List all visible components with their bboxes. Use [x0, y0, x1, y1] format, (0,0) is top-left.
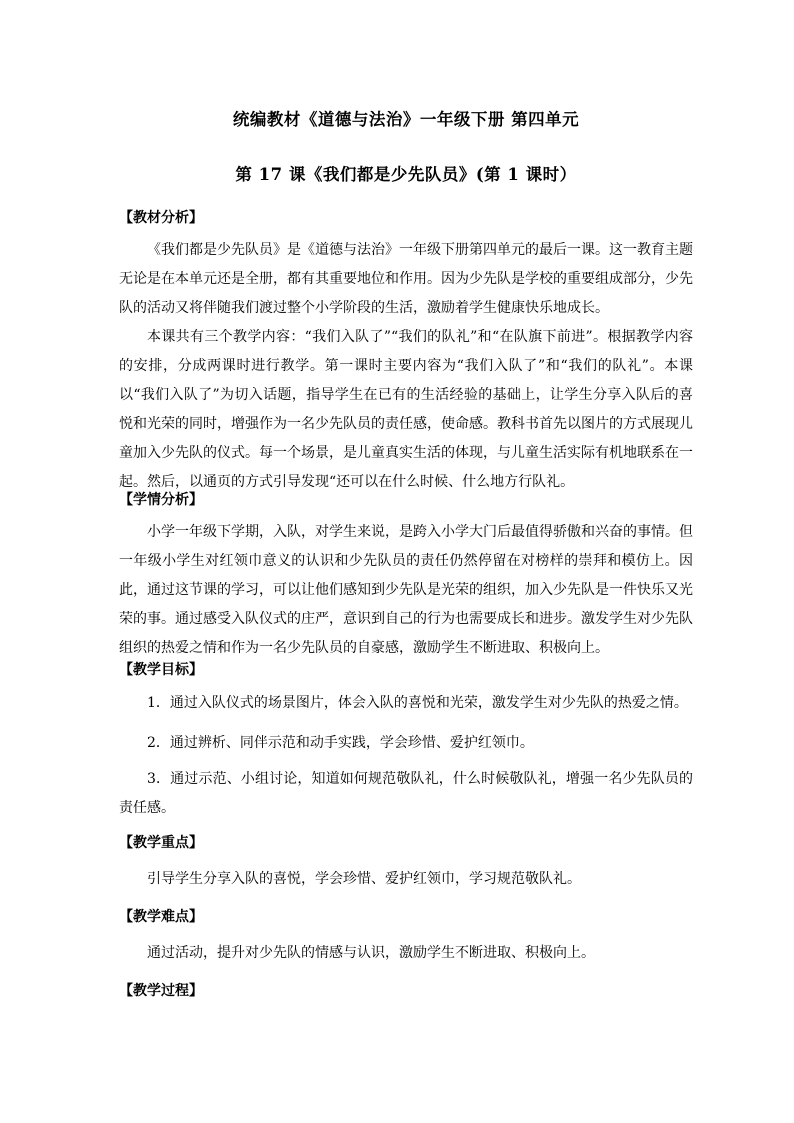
difficulties-paragraph: 通过活动，提升对少先队的情感与认识，激励学生不断进取、积极向上。 [147, 945, 595, 961]
textbook-analysis-paragraph-2: 本课共有三个教学内容：“我们入队了”“我们的队礼”和“在队旗下前进”。根据教学内容的安排，分成两课时进行教学。第一课时主要内容为“我们入队了”和“我们的队礼”。本课以“我们入队了”为切入话题，指导学生在已有的生活经验的基础上，让学生分享入队后的喜悦和光荣的同时，增强作为一名少先队员的责任感，使命感。教科书首先以图片的方式展现儿童加入少先队的仪式。每一个场景，是儿童真实生活的体现，与儿童生活实际有机地联系在一起。然后，以通页的方式引导发现“还可以在什么时候、什么地方行队礼。 [119, 329, 693, 490]
key-points-paragraph: 引导学生分享入队的喜悦，学会珍惜、爱护红领巾，学习规范敬队礼。 [147, 871, 581, 887]
section-heading-key-points: 【教学重点】 [119, 835, 203, 851]
lesson-title: 第 17 课《我们都是少先队员》(第 1 课时） [235, 165, 577, 184]
teaching-goal-item-3: 3．通过示范、小组讨论，知道如何规范敬队礼，什么时候敬队礼，增强一名少先队员的责任感。 [119, 771, 693, 816]
teaching-goal-item-2: 2．通过辨析、同伴示范和动手实践，学会珍惜、爱护红领巾。 [147, 735, 534, 751]
section-heading-student-analysis: 【学情分析】 [119, 492, 203, 508]
document-title: 统编教材《道德与法治》一年级下册 第四单元 [232, 110, 580, 129]
teaching-goal-item-1: 1．通过入队仪式的场景图片，体会入队的喜悦和光荣，激发学生对少先队的热爱之情。 [147, 695, 688, 711]
textbook-analysis-paragraph-1: 《我们都是少先队员》是《道德与法治》一年级下册第四单元的最后一课。这一教育主题无论是在本单元还是全册，都有其重要地位和作用。因为少先队是学校的重要组成部分，少先队的活动又将伴随我们渡过整个小学阶段的生活，激励着学生健康快乐地成长。 [119, 242, 693, 316]
student-analysis-paragraph: 小学一年级下学期，入队，对学生来说，是跨入小学大门后最值得骄傲和兴奋的事情。但一年级小学生对红领巾意义的认识和少先队员的责任仍然停留在对榜样的崇拜和模仿上。因此，通过这节课的学习，可以让他们感知到少先队是光荣的组织，加入少先队是一件快乐又光荣的事。通过感受入队仪式的庄严，意识到自己的行为也需要成长和进步。激发学生对少先队组织的热爱之情和作为一名少先队员的自豪感，激励学生不断进取、积极向上。 [119, 524, 693, 656]
section-heading-difficulties: 【教学难点】 [119, 909, 203, 925]
section-heading-teaching-goals: 【教学目标】 [119, 662, 203, 678]
section-heading-teaching-process: 【教学过程】 [119, 983, 203, 999]
section-heading-textbook-analysis: 【教材分析】 [119, 210, 203, 226]
